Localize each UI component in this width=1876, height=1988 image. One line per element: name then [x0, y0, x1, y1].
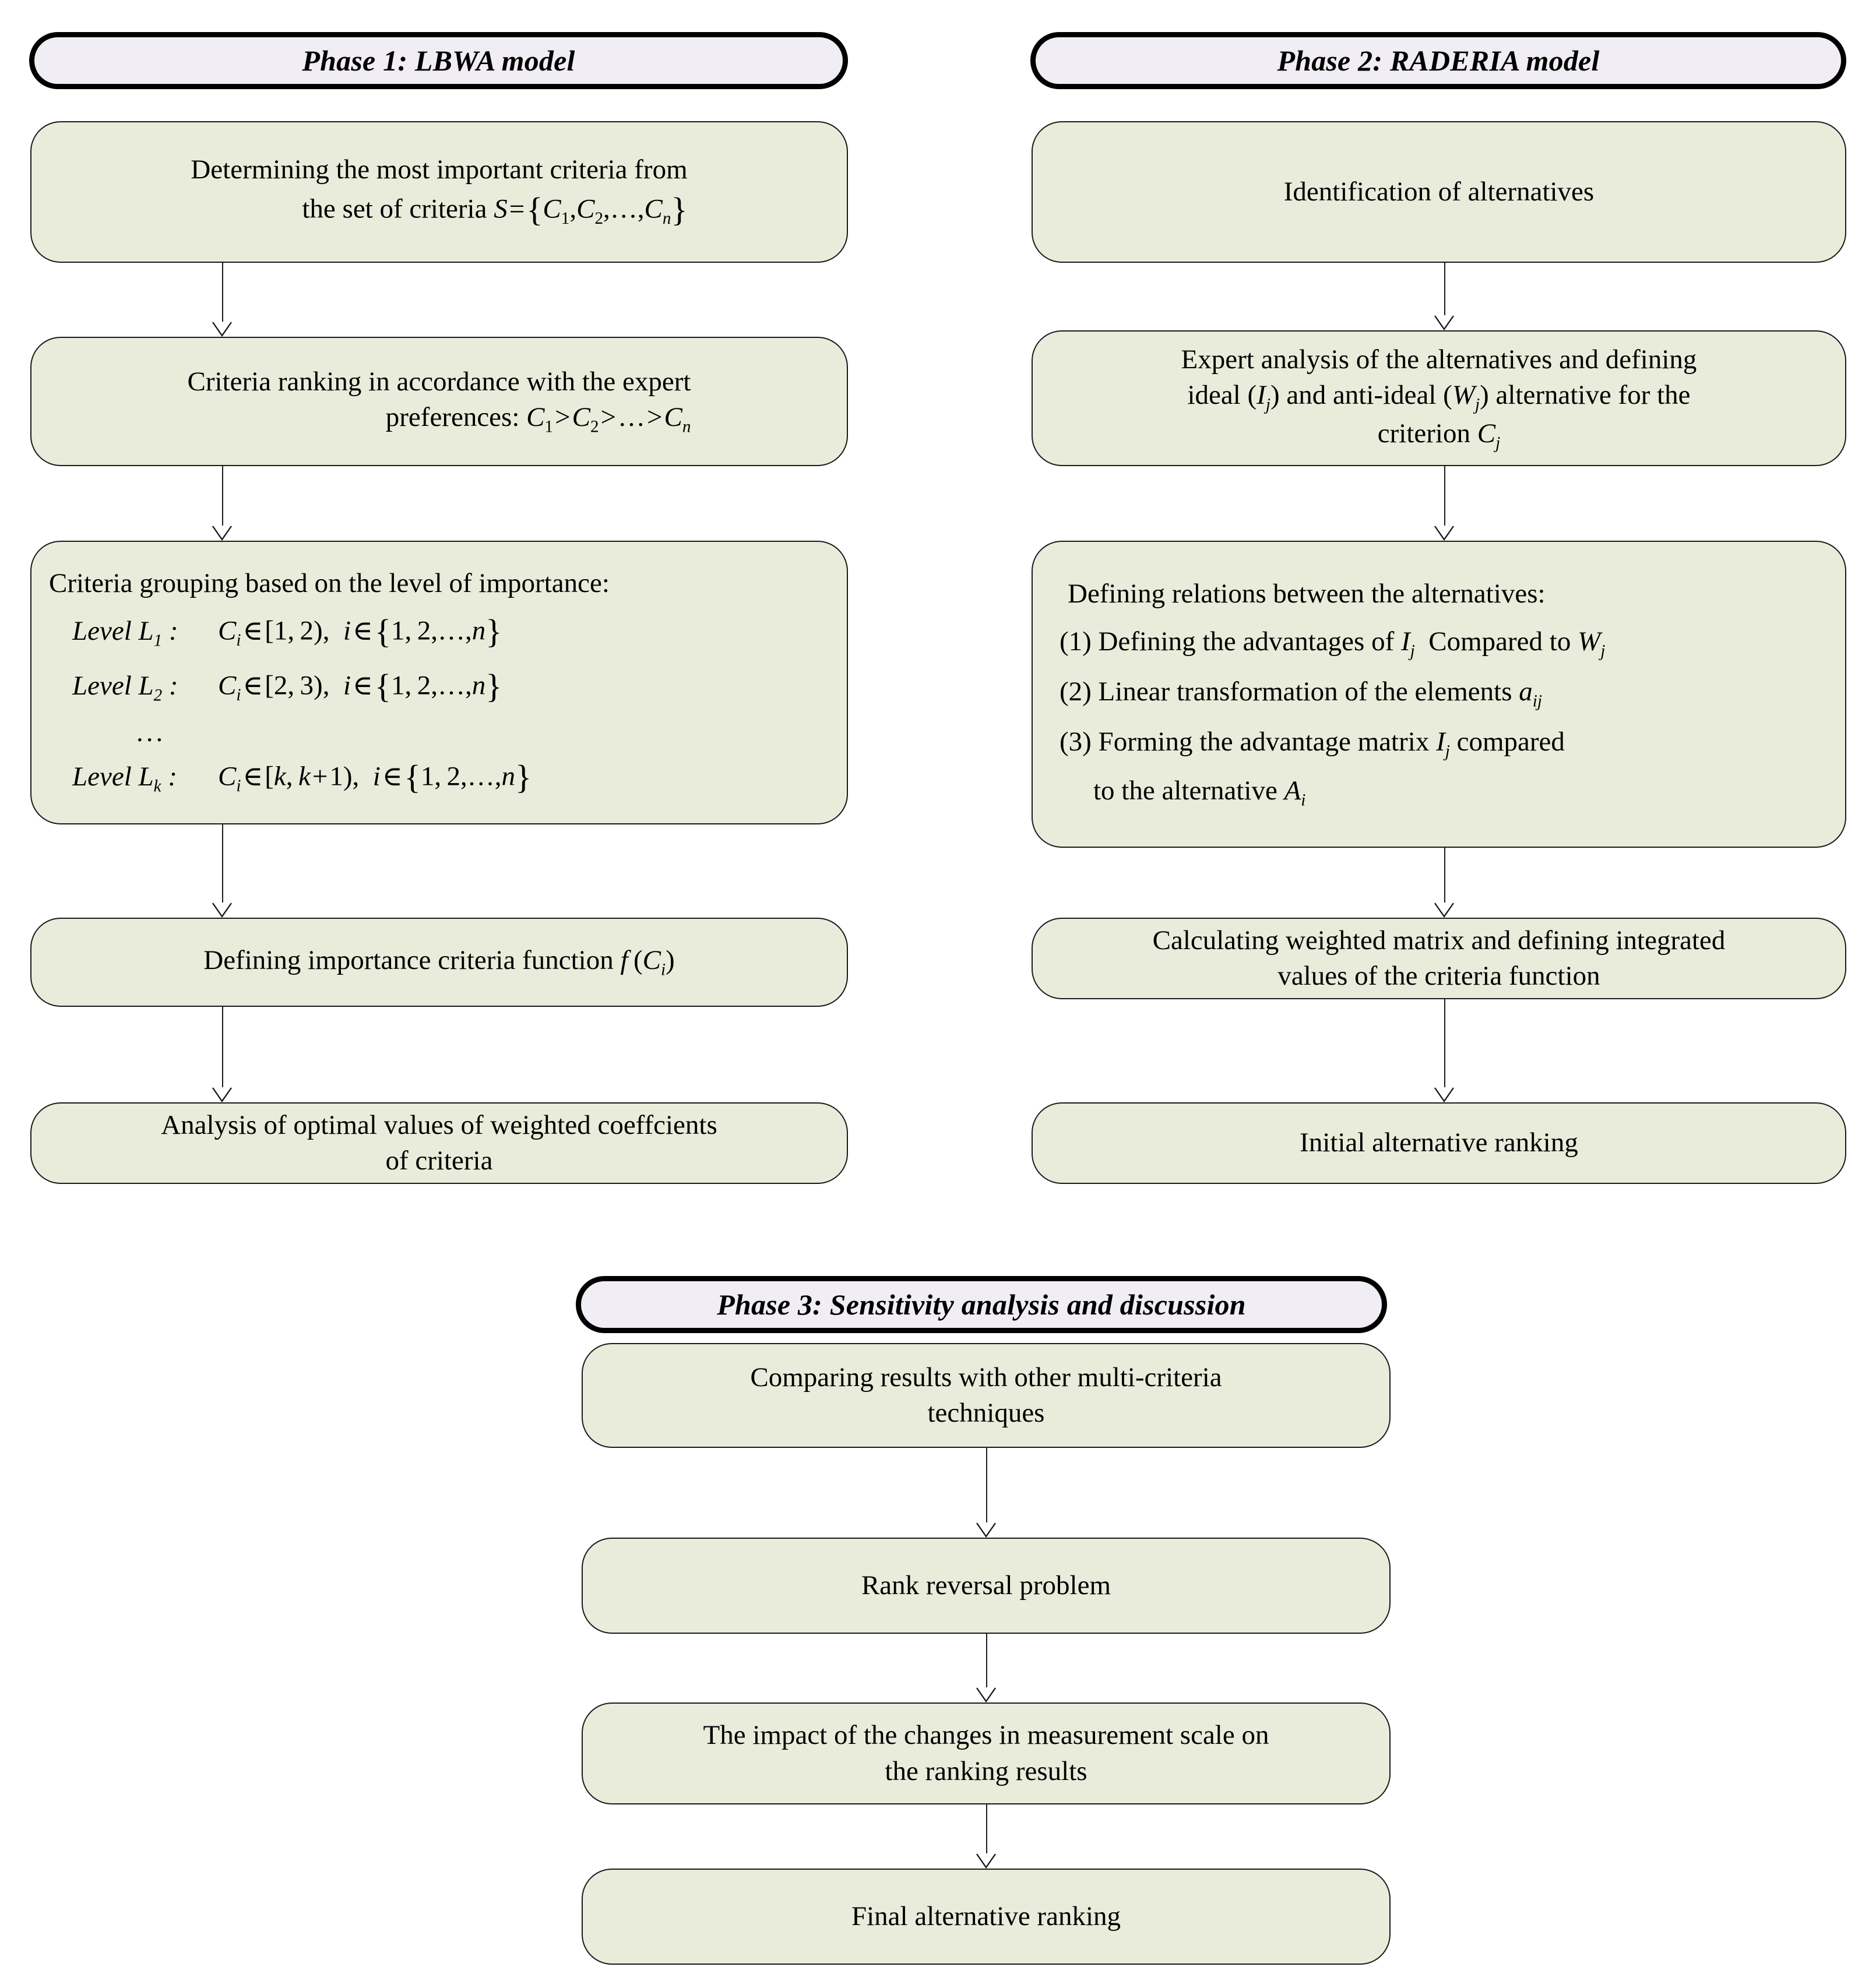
- phase-1-step-1-box: [30, 121, 848, 263]
- phase-1-step-3-box: [30, 541, 848, 824]
- p1s2-line2: preferences: $C_1>C_2>\dots>C_n$: [385, 402, 691, 436]
- arrowhead-icon: [1434, 903, 1454, 918]
- p1s4-line1: Defining importance criteria function f $(C_i)$: [203, 945, 675, 979]
- phase-1-step-4-label: [188, 943, 689, 981]
- phase-2-step-3-label: [1033, 576, 1845, 812]
- p2s3-item-3: (3) Forming the advantage matrix $I_j$ compared: [1060, 727, 1565, 761]
- p1s3-level-k: Level $L_k$ : $C_i\in[k$, k+1), i∈{1, 2,…,n}: [72, 757, 532, 796]
- arrowhead-icon: [212, 322, 232, 337]
- p2s3-item-1: (1) Defining the advantages of $I_j$ Compared to $W_j$: [1060, 626, 1606, 660]
- phase-2-header: [1030, 32, 1846, 89]
- p3s1-line1: Comparing results with other multi-criteria: [750, 1362, 1222, 1393]
- phase-1-step-2-box: [30, 337, 848, 466]
- phase-1-step-4-box: [30, 918, 848, 1007]
- phase-2-step-3-box: [1032, 541, 1846, 848]
- p1s3-level-2: Level $L_2$ : $C_i\in[2$, 3), i∈{1, 2,…,n}: [72, 667, 502, 706]
- p3s3-line1: The impact of the changes in measurement scale on: [703, 1720, 1269, 1751]
- p3s3-line2: the ranking results: [885, 1756, 1087, 1786]
- phase-3-header: [576, 1276, 1387, 1333]
- arrowhead-icon: [212, 1087, 232, 1102]
- phase-2-step-4-box: [1032, 918, 1846, 999]
- phase-2-step-5-box: [1032, 1102, 1846, 1184]
- arrowhead-icon: [976, 1853, 996, 1869]
- p1s2-line1: Criteria ranking in accordance with the expert: [187, 366, 691, 397]
- phase-2-header-label: Phase 2: RADERIA model: [1277, 44, 1600, 77]
- p1s5-line2: of criteria: [385, 1145, 493, 1176]
- phase-3-step-3-box: [582, 1703, 1391, 1804]
- phase-3-header-label: Phase 3: Sensitivity analysis and discussion: [717, 1288, 1246, 1321]
- phase-1-header-label: Phase 1: LBWA model: [302, 44, 575, 77]
- p3s1-line2: techniques: [927, 1398, 1045, 1428]
- phase-3-step-4-label: [836, 1899, 1136, 1934]
- p1s3-level-1: Level $L_1$ : $C_i\in[1$, 2), i∈{1, 2,…,n}: [72, 612, 502, 650]
- phase-1-step-3-label: [31, 566, 847, 799]
- phase-1-step-2-label: [173, 364, 706, 438]
- p1s1-line2: the set of criteria $S=\{C_1,C_2,\dots,C_n\}$: [302, 190, 688, 228]
- p1s1-line1: Determining the most important criteria from: [191, 154, 688, 185]
- p2s2-line2: ideal $(I_j)$ and anti-ideal $(W_j)$ alternative for the: [1187, 379, 1691, 414]
- arrowhead-icon: [212, 526, 232, 541]
- phase-3-step-2-label: [846, 1568, 1126, 1603]
- arrowhead-icon: [976, 1687, 996, 1703]
- phase-3-step-1-label: [735, 1360, 1237, 1431]
- phase-2-step-1-box: [1032, 121, 1846, 263]
- arrowhead-icon: [1434, 1087, 1454, 1102]
- phase-3-step-4-box: [582, 1869, 1391, 1965]
- phase-2-step-5-label: [1284, 1125, 1593, 1161]
- p2s2-line3: criterion $C_j$: [1377, 418, 1501, 453]
- phase-1-header: [29, 32, 848, 89]
- p2s2-line1: Expert analysis of the alternatives and defining: [1181, 344, 1697, 375]
- p1s3-heading: Criteria grouping based on the level of importance:: [49, 568, 610, 598]
- p2s5-line1: Initial alternative ranking: [1300, 1127, 1578, 1158]
- phase-2-step-1-label: [1269, 174, 1609, 210]
- p2s1-line1: Identification of alternatives: [1283, 176, 1595, 207]
- phase-1-step-1-label: [175, 152, 702, 232]
- phase-2-step-4-label: [1147, 923, 1731, 994]
- p2s3-heading: Defining relations between the alternatives:: [1068, 579, 1546, 609]
- phase-2-step-2-box: [1032, 330, 1846, 466]
- phase-1-step-5-label: [146, 1108, 733, 1179]
- p2s3-item-4: to the alternative $A_i$: [1093, 776, 1306, 810]
- arrowhead-icon: [1434, 315, 1454, 330]
- p1s5-line1: Analysis of optimal values of weighted coeffcients: [161, 1109, 717, 1140]
- arrowhead-icon: [212, 903, 232, 918]
- p3s2-line1: Rank reversal problem: [861, 1570, 1111, 1601]
- phase-3-step-2-box: [582, 1538, 1391, 1634]
- phase-3-step-3-label: [696, 1718, 1276, 1789]
- phase-2-step-2-label: [1166, 342, 1712, 455]
- phase-1-step-5-box: [30, 1102, 848, 1184]
- arrowhead-icon: [976, 1522, 996, 1538]
- p3s4-line1: Final alternative ranking: [851, 1901, 1121, 1931]
- p2s4-line2: values of the criteria function: [1277, 961, 1600, 991]
- arrowhead-icon: [1434, 526, 1454, 541]
- p2s4-line1: Calculating weighted matrix and defining integrated: [1152, 925, 1726, 956]
- phase-3-step-1-box: [582, 1343, 1391, 1448]
- p2s3-item-2: (2) Linear transformation of the elements $a_{ij}$: [1060, 676, 1542, 711]
- p1s3-ellipsis: ...: [136, 717, 166, 748]
